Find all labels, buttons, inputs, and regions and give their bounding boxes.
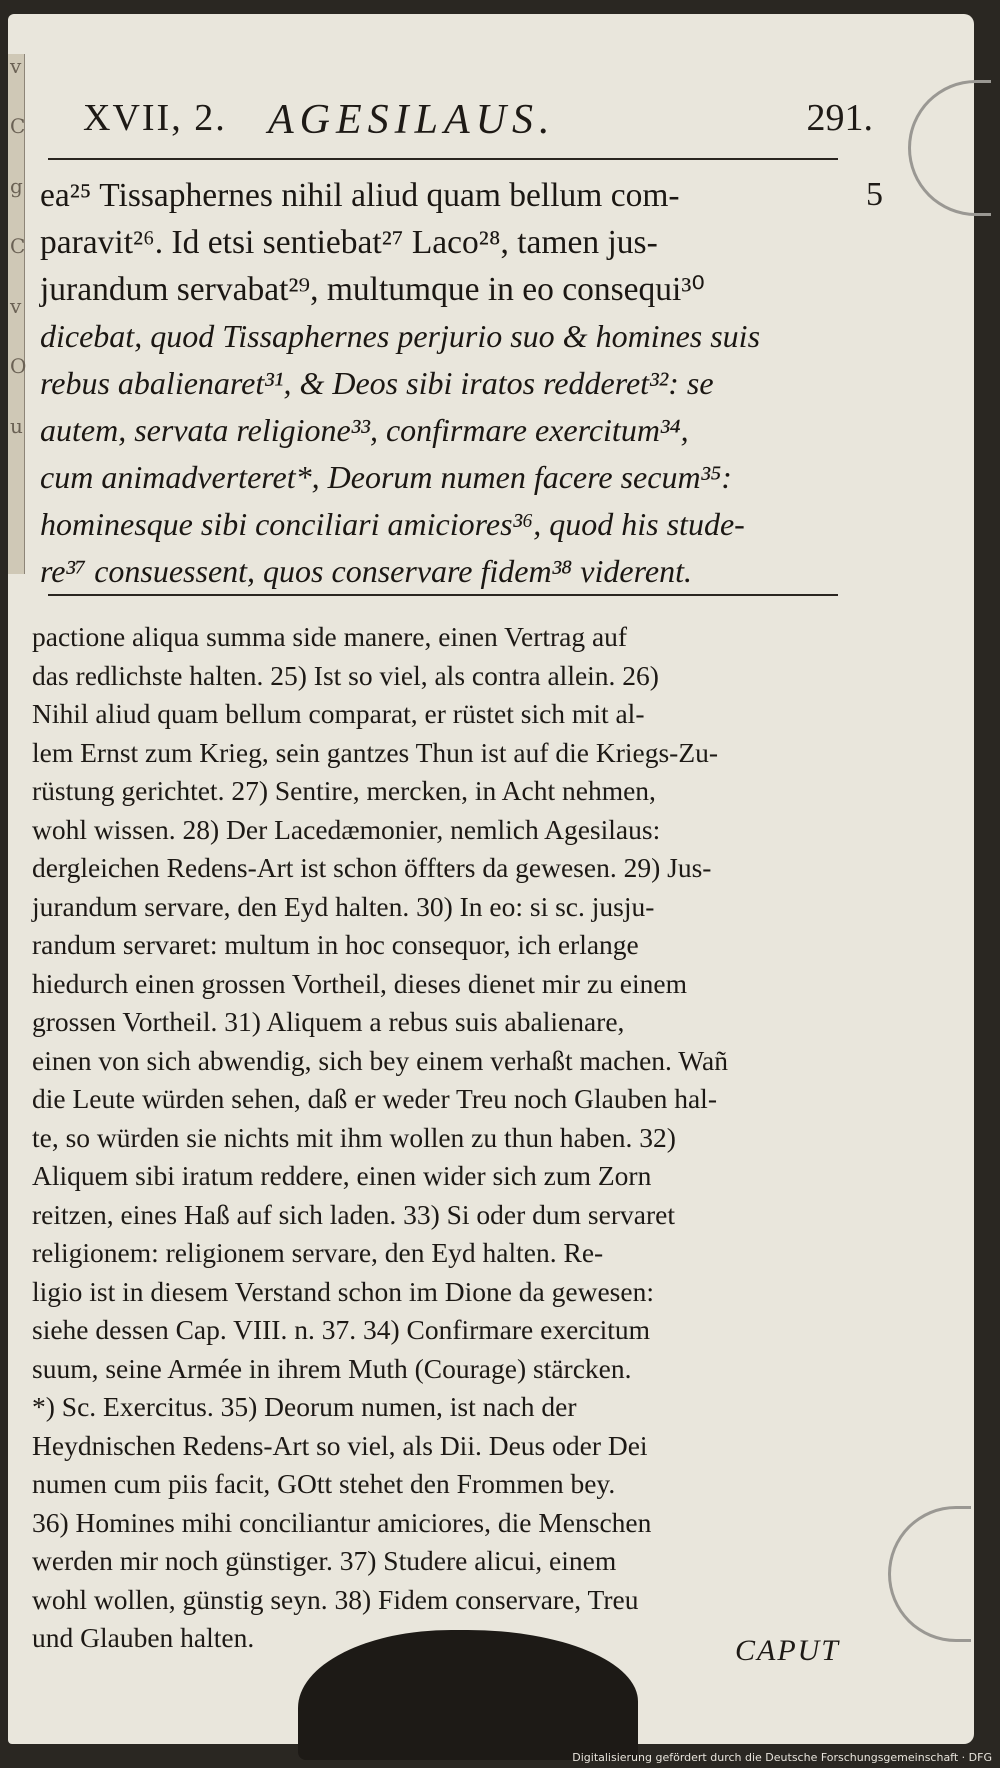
catchword: CAPUT bbox=[734, 1634, 840, 1667]
margin-line-number: 5 bbox=[866, 176, 883, 213]
note-line: einen von sich abwendig, sich bey einem verhaßt machen. Wañ bbox=[32, 1044, 729, 1076]
edge-letter: u bbox=[10, 414, 23, 438]
main-text-line: jurandum servabat²⁹, multumque in eo consequi³⁰ bbox=[40, 271, 705, 308]
running-title: AGESILAUS. bbox=[268, 97, 556, 143]
main-text-line: re³⁷ consuessent, quos conservare fidem³⁸ viderent. bbox=[40, 553, 692, 589]
note-line: und Glauben halten. bbox=[32, 1622, 255, 1653]
book-page bbox=[8, 14, 974, 1744]
note-line: ligio ist in diesem Verstand schon im Dione da gewesen: bbox=[32, 1275, 654, 1307]
main-text-line: dicebat, quod Tissaphernes perjurio suo & homines suis bbox=[40, 318, 761, 354]
note-line: randum servaret: multum in hoc consequor, ich erlange bbox=[32, 929, 639, 960]
note-line: dergleichen Redens-Art ist schon öffters da gewesen. 29) Jus- bbox=[32, 852, 712, 883]
main-text-block bbox=[40, 172, 850, 595]
note-line: Aliquem sibi iratum reddere, einen wider sich zum Zorn bbox=[32, 1160, 652, 1191]
main-text-line: rebus abalienaret³¹, & Deos sibi iratos redderet³²: se bbox=[40, 365, 714, 401]
note-line: jurandum servare, den Eyd halten. 30) In eo: si sc. jusju- bbox=[32, 890, 655, 922]
note-line: religionem: religionem servare, den Eyd halten. Re- bbox=[32, 1237, 604, 1268]
note-line: wohl wollen, günstig seyn. 38) Fidem conservare, Treu bbox=[32, 1583, 639, 1615]
note-line: grossen Vortheil. 31) Aliquem a rebus suis abalienare, bbox=[32, 1006, 625, 1037]
main-text-line: cum animadverteret*, Deorum numen facere secum³⁵: bbox=[40, 459, 732, 495]
footnotes-block bbox=[32, 618, 852, 1658]
main-text-line: paravit²⁶. Id etsi sentiebat²⁷ Laco²⁸, tamen jus- bbox=[40, 224, 658, 261]
notes-separator-rule bbox=[48, 594, 838, 596]
edge-letter: g bbox=[10, 174, 23, 198]
previous-page-edge bbox=[8, 54, 25, 574]
chapter-reference: XVII, 2. bbox=[83, 97, 227, 139]
note-line: das redlichste halten. 25) Ist so viel, als contra allein. 26) bbox=[32, 659, 659, 691]
note-line: numen cum piis facit, GOtt stehet den Frommen bey. bbox=[32, 1468, 616, 1499]
note-line: wohl wissen. 28) Der Lacedæmonier, nemlich Agesilaus: bbox=[32, 813, 661, 845]
header-rule bbox=[48, 158, 838, 160]
note-line: reitzen, eines Haß auf sich laden. 33) Si oder dum servaret bbox=[32, 1198, 675, 1230]
note-line: *) Sc. Exercitus. 35) Deorum numen, ist nach der bbox=[32, 1391, 577, 1422]
main-text-line: hominesque sibi conciliari amiciores³⁶, quod his stude- bbox=[40, 506, 745, 542]
edge-letter: C bbox=[10, 114, 26, 138]
running-head bbox=[83, 96, 873, 146]
note-line: lem Ernst zum Krieg, sein gantzes Thun ist auf die Kriegs-Zu- bbox=[32, 736, 719, 768]
note-line: Heydnischen Redens-Art so viel, als Dii. Deus oder Dei bbox=[32, 1429, 648, 1461]
page-damage bbox=[298, 1630, 638, 1760]
note-line: 36) Homines mihi conciliantur amiciores, die Menschen bbox=[32, 1506, 652, 1538]
main-text-line: autem, servata religione³³, confirmare exercitum³⁴, bbox=[40, 412, 689, 448]
note-line: die Leute würden sehen, daß er weder Treu noch Glauben hal- bbox=[32, 1083, 717, 1114]
main-text-line: ea²⁵ Tissaphernes nihil aliud quam bellum com- bbox=[40, 177, 680, 214]
note-line: siehe dessen Cap. VIII. n. 37. 34) Confirmare exercitum bbox=[32, 1314, 651, 1345]
note-line: pactione aliqua summa side manere, einen Vertrag auf bbox=[32, 621, 628, 652]
note-line: werden mir noch günstiger. 37) Studere alicui, einem bbox=[32, 1545, 617, 1576]
note-line: Nihil aliud quam bellum comparat, er rüstet sich mit al- bbox=[32, 698, 645, 729]
page-number: 291. bbox=[806, 97, 873, 139]
note-line: hiedurch einen grossen Vortheil, dieses dienet mir zu einem bbox=[32, 967, 687, 999]
note-line: te, so würden sie nichts mit ihm wollen zu thun haben. 32) bbox=[32, 1121, 676, 1153]
note-line: suum, seine Armée in ihrem Muth (Courage) stärcken. bbox=[32, 1352, 632, 1384]
edge-letter: C bbox=[10, 234, 26, 258]
edge-letter: v bbox=[10, 294, 22, 318]
edge-letter: O bbox=[10, 354, 27, 378]
note-line: rüstung gerichtet. 27) Sentire, mercken, in Acht nehmen, bbox=[32, 775, 656, 806]
edge-letter: v bbox=[10, 54, 22, 78]
digitization-credit: Digitalisierung gefördert durch die Deutsche Forschungsgemeinschaft · DFG bbox=[572, 1751, 992, 1764]
